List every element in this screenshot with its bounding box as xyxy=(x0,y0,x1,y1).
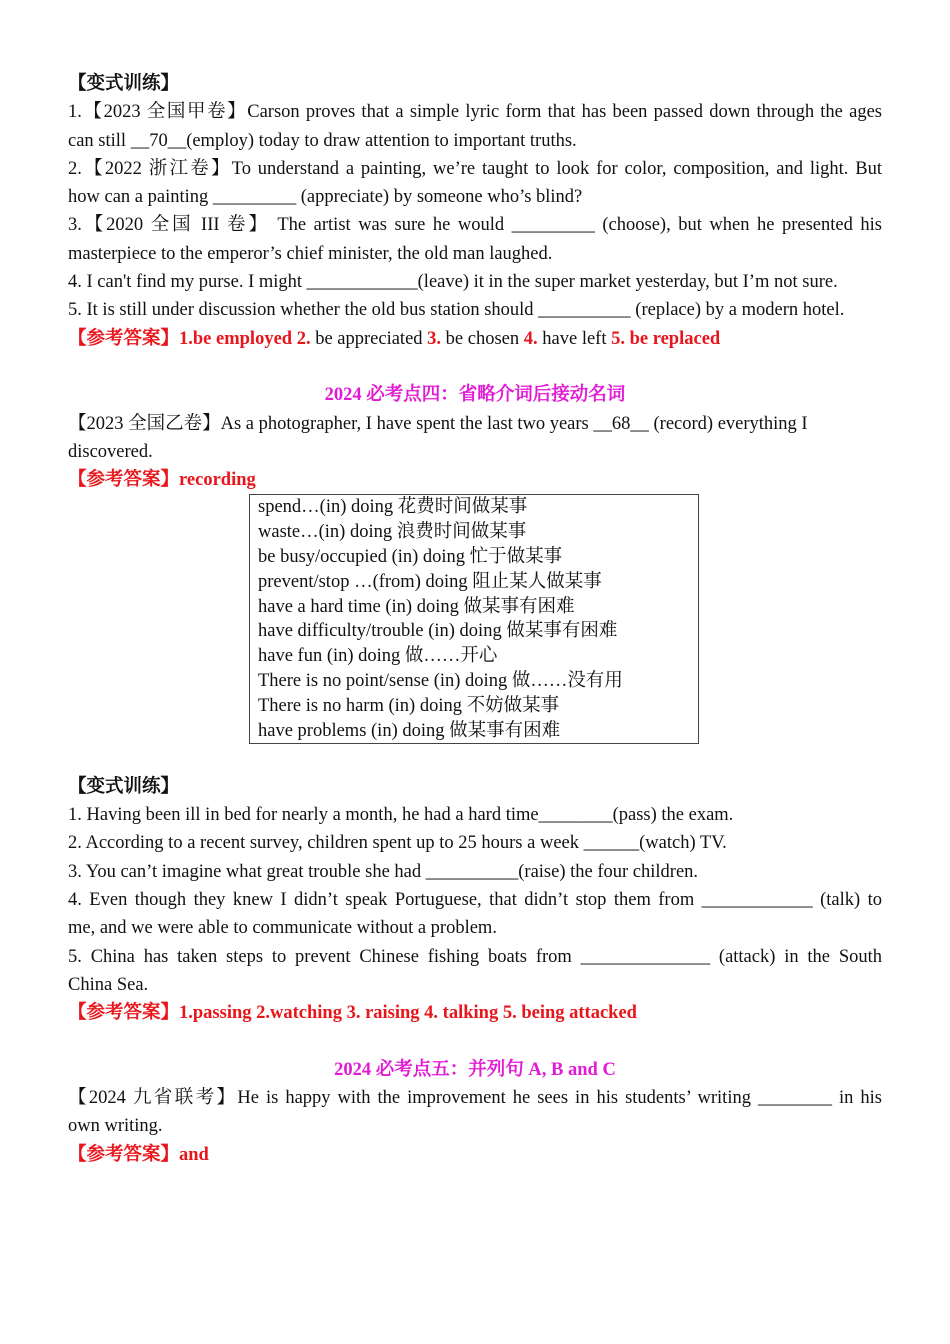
s3-question-2: 2. According to a recent survey, children spent up to 25 hours a week ______(watch) TV. xyxy=(68,833,727,854)
q1-blank: __70__ xyxy=(130,130,187,151)
q-text: 【2023 全国乙卷】As a photographer, I have spent the last two years xyxy=(68,413,594,434)
phrase-item: have a hard time (in) doing 做某事有困难 xyxy=(258,596,575,617)
answer-part: 1.be employed xyxy=(179,328,297,349)
q1-text-end: (employ) today to draw attention to important truths. xyxy=(186,130,577,151)
phrase-item: spend…(in) doing 花费时间做某事 xyxy=(258,497,528,518)
section2-title: 2024 必考点四：省略介词后接动名词 xyxy=(324,385,626,406)
answer-line-4 xyxy=(68,1141,882,1169)
phrase-item: have fun (in) doing 做……开心 xyxy=(258,646,498,667)
answer-part: 3. xyxy=(427,328,446,349)
s3-question-3: 3. You can’t imagine what great trouble she had __________(raise) the four children. xyxy=(68,861,699,882)
question-3-cont: masterpiece to the emperor’s chief minister, the old man laughed. xyxy=(68,243,553,264)
section4-title: 2024 必考点五：并列句 A, B and C xyxy=(334,1059,616,1080)
question-2-cont: how can a painting _________ (appreciate) by someone who’s blind? xyxy=(68,187,583,208)
question-2: 2.【2022 浙江卷】To understand a painting, we’re taught to look for color, composition, and light. But xyxy=(68,158,882,179)
phrase-box xyxy=(249,494,699,744)
phrase-item: be busy/occupied (in) doing 忙于做某事 xyxy=(258,547,563,568)
answer-part: be appreciated xyxy=(315,328,428,349)
q1-text: can still xyxy=(68,130,131,151)
section2-question xyxy=(68,410,882,438)
phrase-item: have problems (in) doing 做某事有困难 xyxy=(258,720,561,741)
phrase-item: There is no point/sense (in) doing 做……没有用 xyxy=(258,671,623,692)
answer-part: 2. xyxy=(296,328,316,349)
answer-text: 1.passing 2.watching 3. raising 4. talking 5. being attacked xyxy=(179,1003,637,1024)
question-1: 1.【2023 全国甲卷】Carson proves that a simple lyric form that has been passed down through the ages xyxy=(68,102,882,123)
section2-question-cont: discovered. xyxy=(68,441,153,462)
answer-part: 5. be replaced xyxy=(611,328,721,349)
s3-question-4-cont: me, and we were able to communicate without a problem. xyxy=(68,918,497,939)
answer-line-2 xyxy=(68,466,882,494)
answer-label: 【参考答案】 xyxy=(68,1003,180,1024)
question-1-cont xyxy=(68,127,882,155)
answer-part: be chosen xyxy=(445,328,524,349)
answer-text: and xyxy=(179,1144,209,1165)
section1-heading: 【变式训练】 xyxy=(68,74,180,94)
question-4: 4. I can't find my purse. I might ____________(leave) it in the super market yesterday, but I’m not sure. xyxy=(68,272,838,293)
phrase-item: There is no harm (in) doing 不妨做某事 xyxy=(258,695,560,716)
answer-part: have left xyxy=(542,328,612,349)
answer-label: 【参考答案】 xyxy=(68,328,180,349)
phrase-item: waste…(in) doing 浪费时间做某事 xyxy=(258,522,527,543)
answer-line-3 xyxy=(68,999,882,1027)
answer-part: 4. xyxy=(523,328,543,349)
answer-label: 【参考答案】 xyxy=(68,470,180,491)
question-5: 5. It is still under discussion whether the old bus station should __________ (replace) by a modern hotel. xyxy=(68,300,845,321)
section3-heading: 【变式训练】 xyxy=(68,776,180,797)
q-blank: __68__ xyxy=(593,413,649,434)
s4-question: 【2024 九省联考】He is happy with the improvement he sees in his students’ writing ________ in his xyxy=(68,1087,882,1108)
s3-question-5: 5. China has taken steps to prevent Chinese fishing boats from ______________ (attack) in the South xyxy=(68,946,882,967)
answer-label: 【参考答案】 xyxy=(68,1144,180,1165)
answer-text: recording xyxy=(179,470,256,491)
phrase-item: prevent/stop …(from) doing 阻止某人做某事 xyxy=(258,571,602,592)
s3-question-4: 4. Even though they knew I didn’t speak Portuguese, that didn’t stop them from ____________ (talk) to xyxy=(68,889,882,910)
answer-line-1 xyxy=(68,325,882,353)
document-page xyxy=(68,70,882,1169)
s3-question-1: 1. Having been ill in bed for nearly a month, he had a hard time________(pass) the exam. xyxy=(68,805,734,826)
s3-question-5-cont: China Sea. xyxy=(68,974,149,995)
s4-question-cont: own writing. xyxy=(68,1116,163,1137)
q-text-end: (record) everything I xyxy=(648,413,808,434)
phrase-item: have difficulty/trouble (in) doing 做某事有困难 xyxy=(258,621,618,642)
question-3: 3.【2020 全国 III 卷】 The artist was sure he would _________ (choose), but when he presented his xyxy=(68,215,882,236)
